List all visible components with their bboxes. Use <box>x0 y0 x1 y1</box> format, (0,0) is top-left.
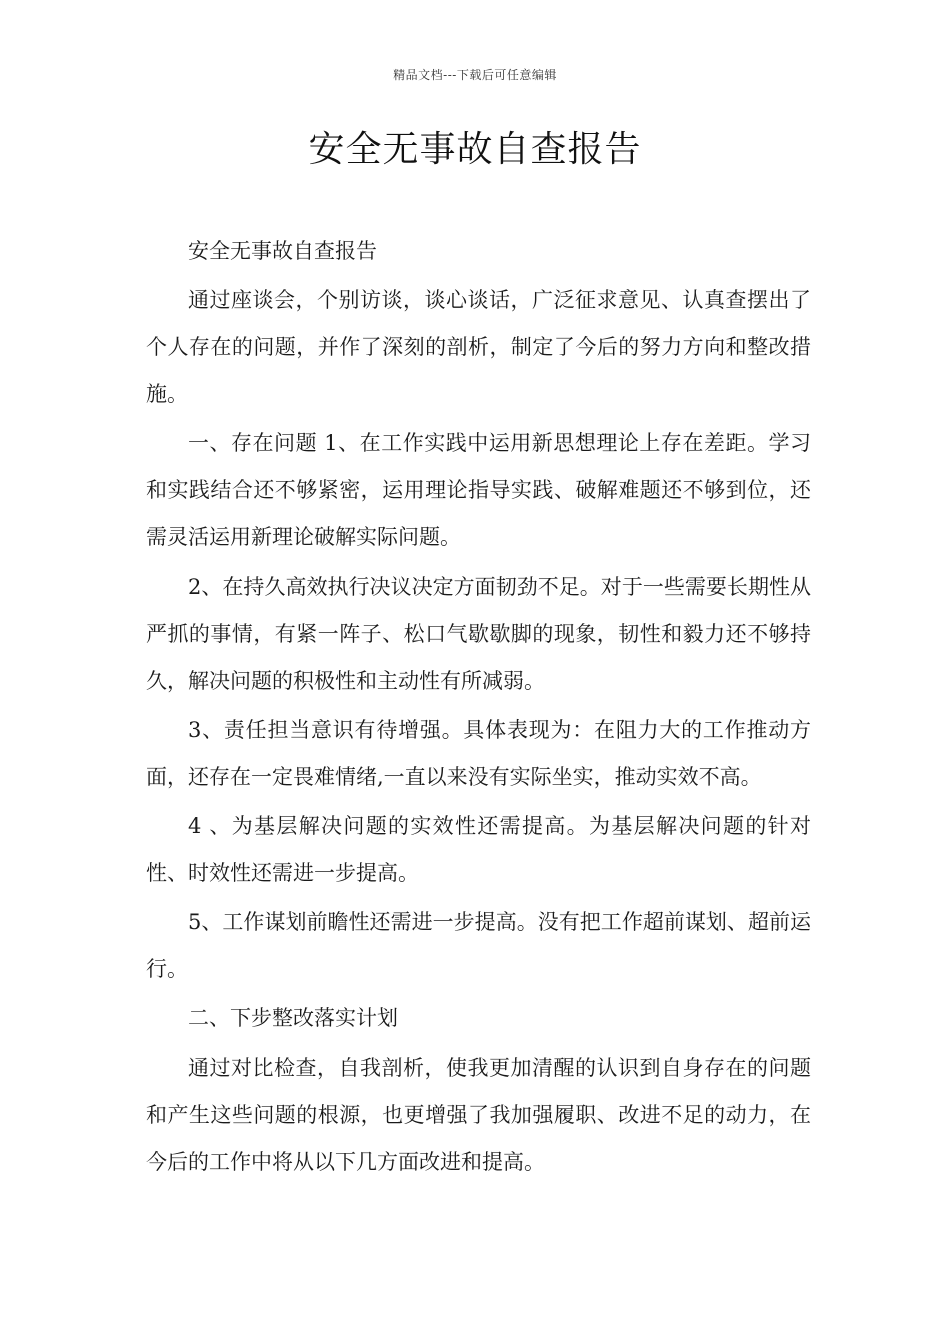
paragraph-plan-intro: 通过对比检查，自我剖析，使我更加清醒的认识到自身存在的问题和产生这些问题的根源，也更增强了我加强履职、改进不足的动力，在今后的工作中将从以下几方面改进和提高。 <box>146 1055 811 1174</box>
paragraph-issue-4: 4 、为基层解决问题的实效性还需提高。为基层解决问题的针对性、时效性还需进一步提高。 <box>146 813 811 885</box>
paragraph-issue-3: 3、责任担当意识有待增强。具体表现为：在阻力大的工作推动方面，还存在一定畏难情绪,一直以来没有实际坐实，推动实效不高。 <box>146 717 811 789</box>
document-title: 安全无事故自查报告 <box>308 129 642 170</box>
paragraph-issue-1: 一、存在问题 1、在工作实践中运用新思想理论上存在差距。学习和实践结合还不够紧密，运用理论指导实践、破解难题还不够到位，还需灵活运用新理论破解实际问题。 <box>146 431 811 550</box>
section-heading-plan: 二、下步整改落实计划 <box>188 1006 398 1031</box>
header-note: 精品文档---下载后可任意编辑 <box>393 68 557 82</box>
paragraph-intro: 通过座谈会，个别访谈，谈心谈话，广泛征求意见、认真查摆出了个人存在的问题，并作了深刻的剖析，制定了今后的努力方向和整改措施。 <box>146 288 811 407</box>
paragraph-issue-5: 5、工作谋划前瞻性还需进一步提高。没有把工作超前谋划、超前运行。 <box>146 910 811 982</box>
document-body <box>146 228 811 1188</box>
paragraph-issue-2: 2、在持久高效执行决议决定方面韧劲不足。对于一些需要长期性从严抓的事情，有紧一阵子、松口气歇歇脚的现象，韧性和毅力还不够持久，解决问题的积极性和主动性有所减弱。 <box>146 574 811 693</box>
paragraph-subtitle: 安全无事故自查报告 <box>188 239 377 263</box>
